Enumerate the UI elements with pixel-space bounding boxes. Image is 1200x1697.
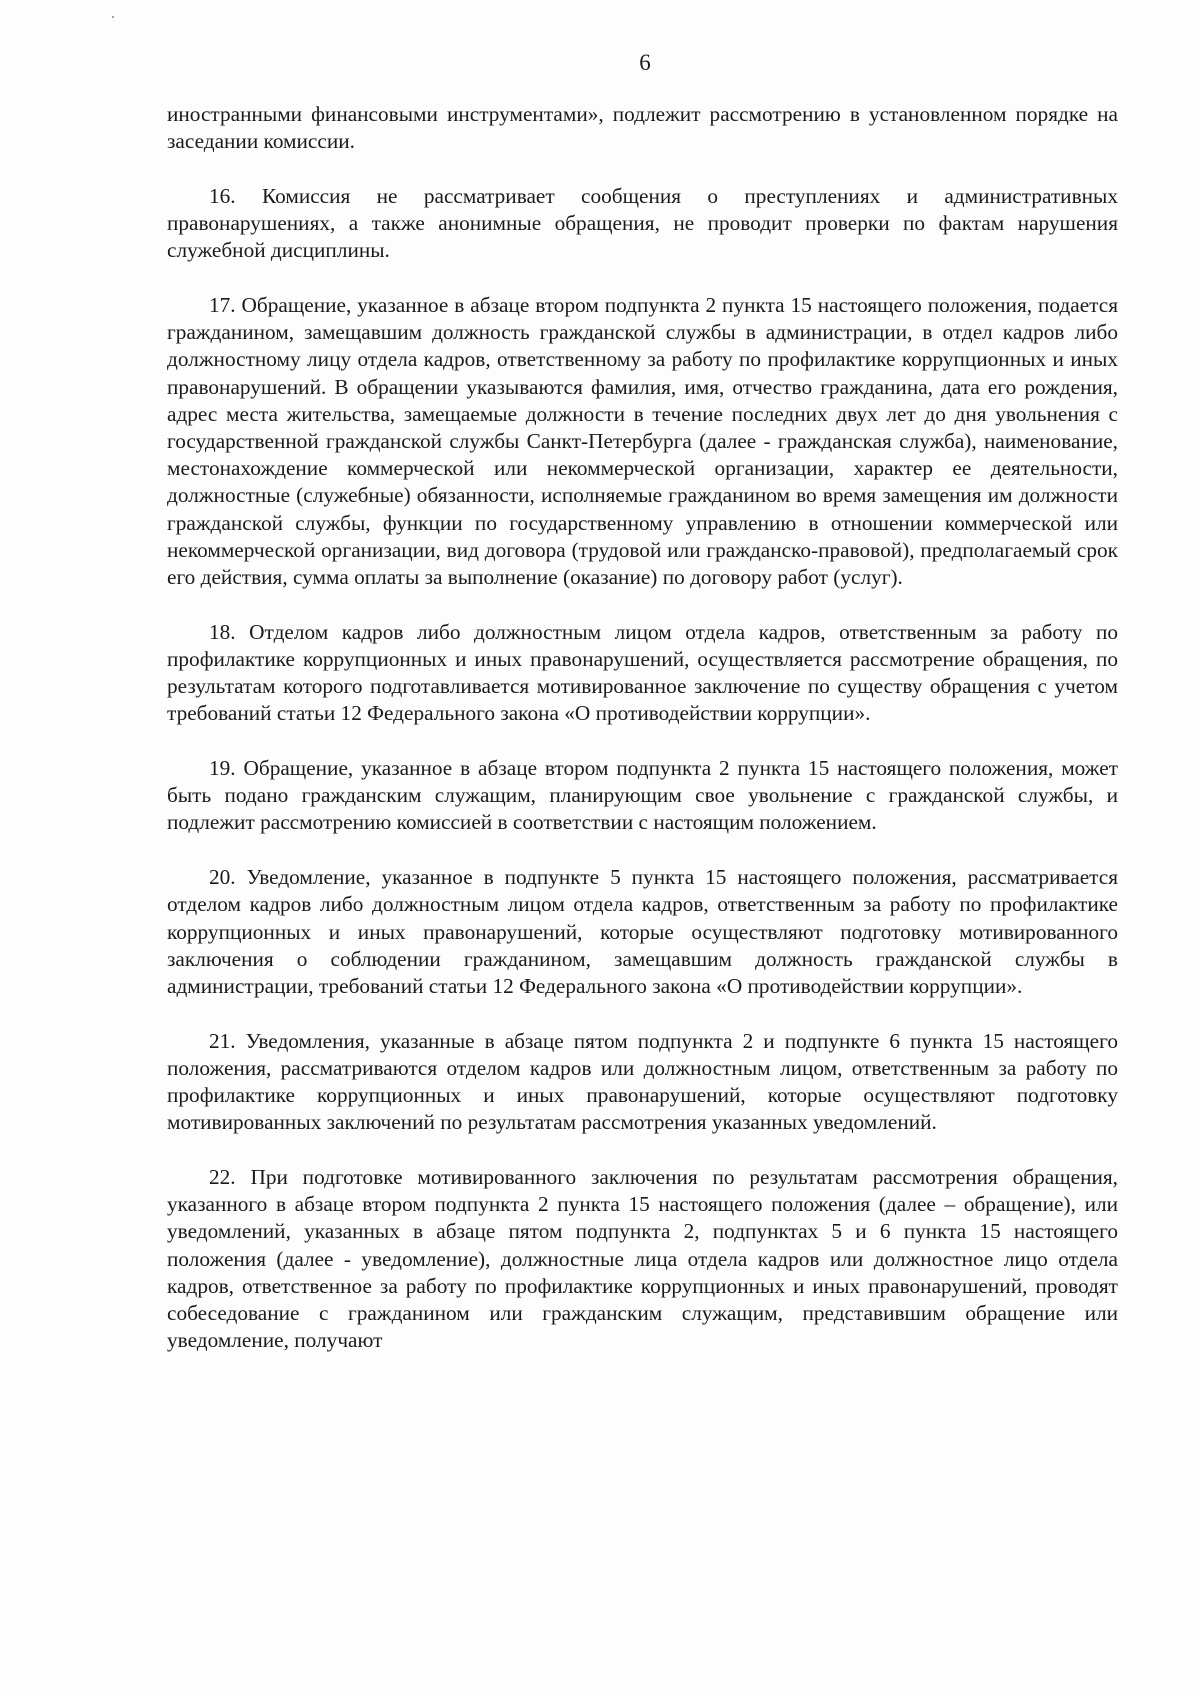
- paragraph-21: 21. Уведомления, указанные в абзаце пятом подпункта 2 и подпункте 6 пункта 15 настоящего положения, рассматриваются отделом кадров или должностным лицом, ответственным за работу по профилактике коррупционных и иных правонарушений, которые осуществляют подготовку мотивированных заключений по результатам рассмотрения указанных уведомлений.: [167, 1028, 1118, 1135]
- paragraph-19: 19. Обращение, указанное в абзаце втором подпункта 2 пункта 15 настоящего положения, может быть подано гражданским служащим, планирующим свое увольнение с гражданской службы, и подлежит рассмотрению комиссией в соответствии с настоящим положением.: [167, 756, 1118, 835]
- document-body: [167, 101, 1118, 1354]
- paragraph-16: 16. Комиссия не рассматривает сообщения о преступлениях и административных правонарушениях, а также анонимные обращения, не проводит проверки по фактам нарушения служебной дисциплины.: [167, 183, 1118, 263]
- paragraph-22: 22. При подготовке мотивированного заключения по результатам рассмотрения обращения, указанного в абзаце втором подпункта 2 пункта 15 настоящего положения (далее – обращение), или уведомлений, указанных в абзаце пятом подпункта 2, подпунктах 5 и 6 пункта 15 настоящего положения (далее - уведомление), должностные лица отдела кадров или должностное лицо отдела кадров, ответственное за работу по профилактике коррупционных и иных правонарушений, проводят собеседование с гражданином или гражданским служащим, представившим обращение или уведомление, получают: [167, 1165, 1118, 1353]
- paragraph-18: 18. Отделом кадров либо должностным лицом отдела кадров, ответственным за работу по профилактике коррупционных и иных правонарушений, осуществляется рассмотрение обращения, по результатам которого подготавливается мотивированное заключение по существу обращения с учетом требований статьи 12 Федерального закона «О противодействии коррупции».: [167, 619, 1118, 726]
- paragraph-20: 20. Уведомление, указанное в подпункте 5 пункта 15 настоящего положения, рассматривается отделом кадров либо должностным лицом отдела кадров, ответственным за работу по профилактике коррупционных и иных правонарушений, которые осуществляют подготовку мотивированного заключения о соблюдении гражданином, замещавшим должность гражданской службы в администрации, требований статьи 12 Федерального закона «О противодействии коррупции».: [167, 865, 1118, 998]
- scan-speck: [112, 16, 114, 18]
- page-number: 6: [639, 50, 651, 75]
- paragraph-17: 17. Обращение, указанное в абзаце втором подпункта 2 пункта 15 настоящего положения, подается гражданином, замещавшим должность гражданской службы в администрации, в отдел кадров либо должностному лицу отдела кадров, ответственному за работу по профилактике коррупционных и иных правонарушений. В обращении указываются фамилия, имя, отчество гражданина, дата его рождения, адрес места жительства, замещаемые должности в течение последних двух лет до дня увольнения с государственной гражданской службы Санкт-Петербурга (далее - гражданская служба), наименование, местонахождение коммерческой или некоммерческой организации, характер ее деятельности, должностные (служебные) обязанности, исполняемые гражданином во время замещения им должности гражданской службы, функции по государственному управлению в отношении коммерческой или некоммерческой организации, вид договора (трудовой или гражданско-правовой), предполагаемый срок его действия, сумма оплаты за выполнение (оказание) по договору работ (услуг).: [167, 293, 1118, 590]
- paragraph-continuation: иностранными финансовыми инструментами», подлежит рассмотрению в установленном порядке на заседании комиссии.: [167, 102, 1118, 154]
